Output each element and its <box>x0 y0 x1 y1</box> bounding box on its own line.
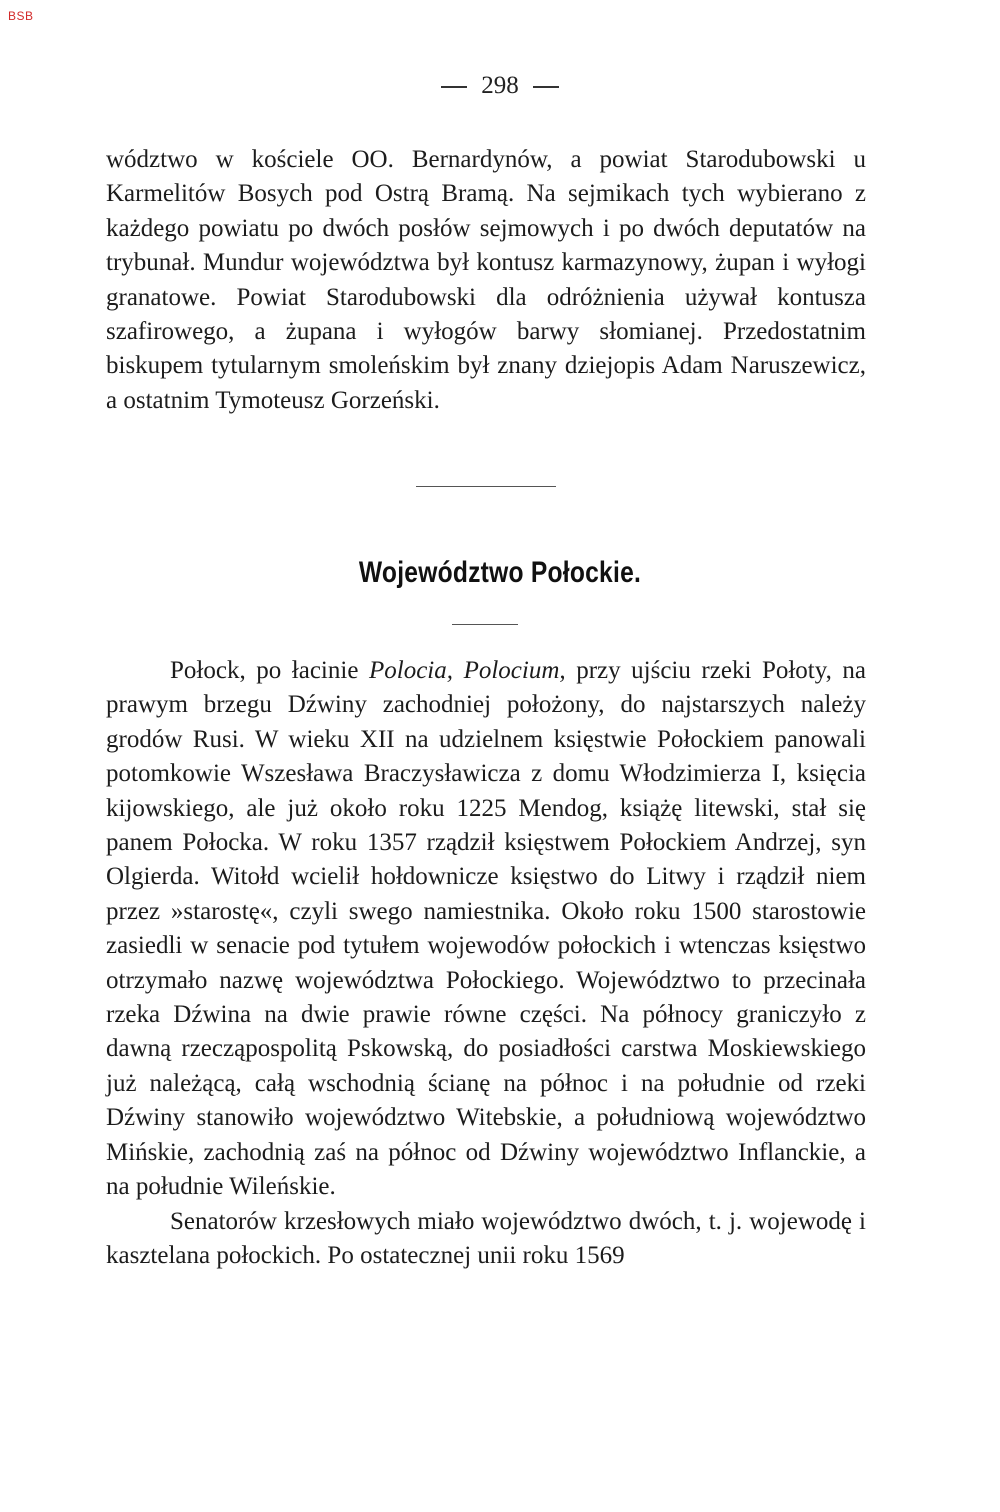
latin-name-2: Polocium, <box>463 657 566 684</box>
library-watermark: BSB <box>8 9 34 23</box>
body-paragraph-1 <box>106 654 866 1205</box>
page-number-header <box>0 72 1000 100</box>
section-title: Województwo Połockie. <box>358 556 642 589</box>
paragraph-1-rest: przy ujściu rzeki Połoty, na prawym brzegu Dźwiny zachodniej położony, do najstarszych należy grodów Rusi. W wieku XII na udzielnem księstwie Połockiem panowali potomkowie Wszesława Braczysławicza z domu Włodzimierza I, księcia kijowskiego, ale już około roku 1225 Mendog, książę litewski, stał się panem Połocka. W roku 1357 rządził księstwem Połockiem Andrzej, syn Olgierda. Witołd wcielił hołdownicze księstwo do Litwy i rządził niem przez »starostę«, czyli swego namiestnika. Około roku 1500 starostowie zasiedli w senacie pod tytułem wojewodów połockich i wtenczas księstwo otrzymało nazwę województwa Połockiego. Województwo to przecinała rzeka Dźwina na dwie prawie równe części. Na północy graniczyło z dawną rzecząpospolitą Pskowską, do posiadłości carstwa Moskiewskiego już należącą, całą wschodnią ścianę na północ i na południe od rzeki Dźwiny stanowiło województwo Witebskie, a południową województwo Mińskie, zachodnią zaś na północ od Dźwiny województwo Inflanckie, a na południe Wileńskie. <box>106 657 867 1201</box>
latin-name-1: Polocia, <box>368 657 453 684</box>
paragraph-1-start: Połock, po łacinie <box>170 657 369 684</box>
top-paragraph-block <box>106 143 866 418</box>
body-paragraph-2: Senatorów krzesłowych miało województwo dwóch, t. j. wojewodę i kasztelana połockich. Po ostatecznej unii roku 1569 <box>106 1207 866 1269</box>
top-paragraph: wództwo w kościele OO. Bernardynów, a powiat Starodubowski u Karmelitów Bosych pod Ostrą Bramą. Na sejmikach tych wybierano z każdego powiatu po dwóch posłów sejmowych i po dwóch deputatów na trybunał. Mundur województwa był kontusz karmazynowy, żupan i wyłogi granatowe. Powiat Starodubowski dla odróżnienia używał kontusza szafirowego, a żupana i wyłogów barwy słomianej. Przedostatnim biskupem tytularnym smoleńskim był znany dziejopis Adam Naruszewicz, a ostatnim Tymoteusz Gorzeński. <box>106 146 866 414</box>
page-number-dash-right <box>533 86 559 88</box>
page-number: 298 <box>481 72 519 99</box>
section-divider-top <box>416 486 556 487</box>
section-body <box>106 654 866 1273</box>
page-number-dash-left <box>441 86 467 88</box>
section-divider-bottom <box>452 624 518 625</box>
